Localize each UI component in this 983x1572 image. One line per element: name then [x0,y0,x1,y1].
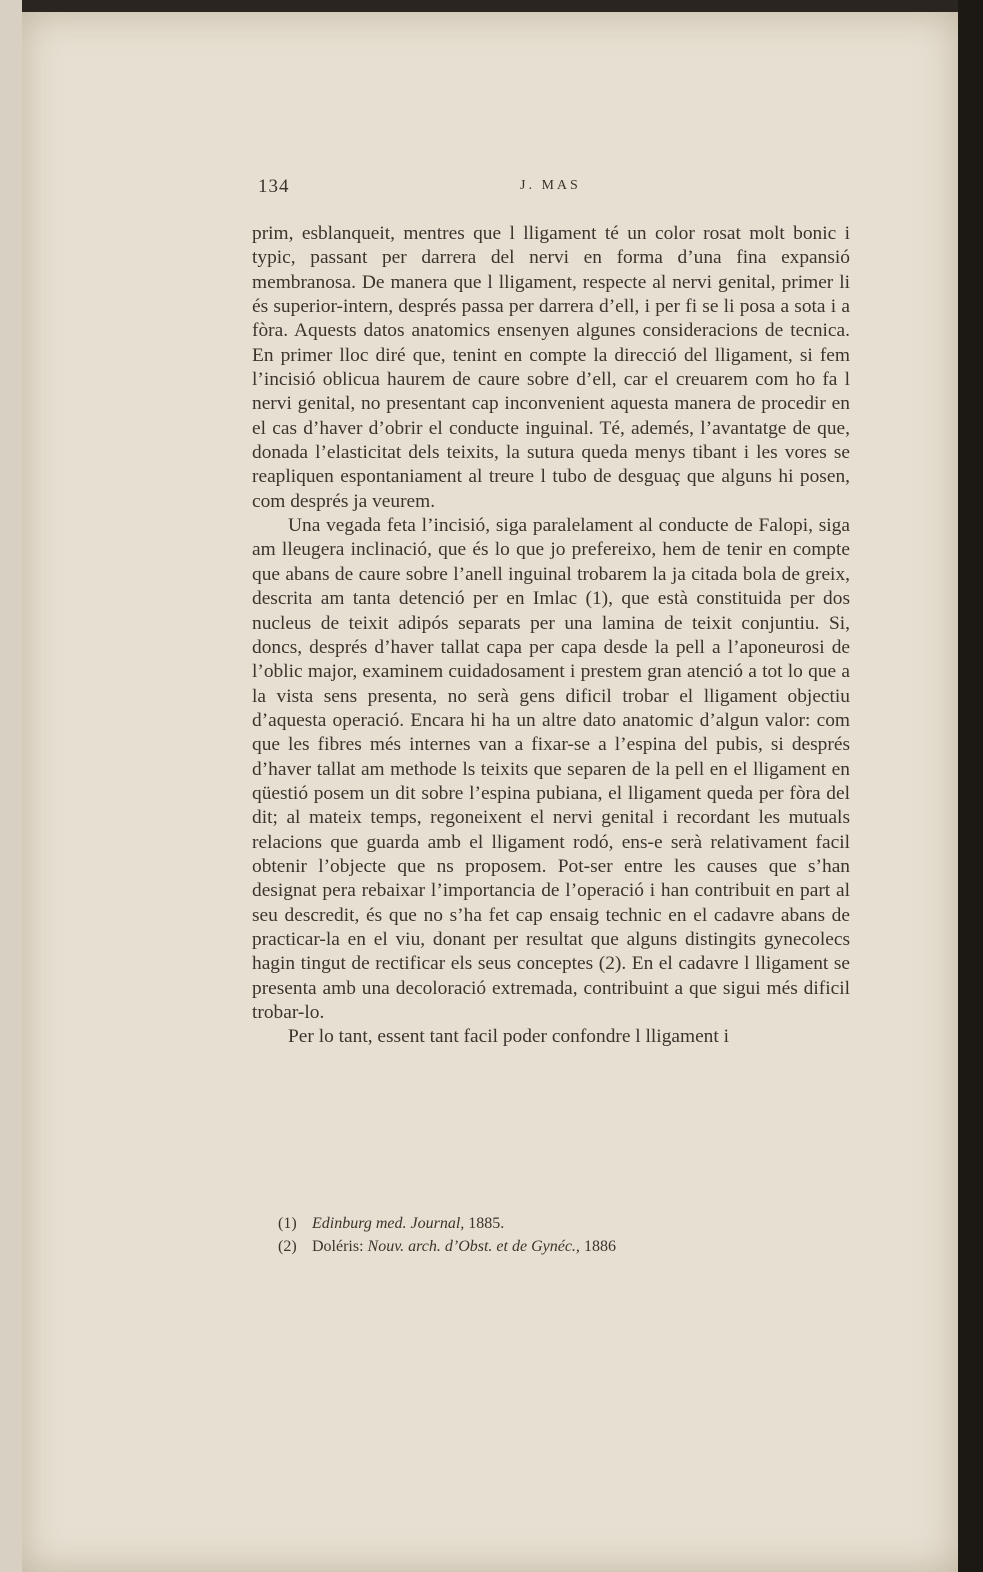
footnote-marker: (2) [278,1238,297,1255]
page-number: 134 [258,176,290,197]
scan-left-edge [0,0,22,1572]
footnote-author: Doléris: [312,1238,364,1255]
footnote-source: Edinburg med. Journal, [312,1215,465,1232]
body-text [252,222,850,1050]
footnote-marker: (1) [278,1215,297,1232]
paragraph: Una vegada feta l’incisió, siga paralelament al conducte de Falopi, siga am lleugera inclinació, que és lo que jo prefereixo, hem de tenir en compte que abans de caure sobre l’anell inguinal trobarem la ja citada bola de greix, descrita am tanta detenció per en Imlac (1), que està constituida per dos nucleus de teixit adipós separats per una lamina de teixit conjuntiu. Si, doncs, després d’haver tallat capa per capa desde la pell a l’aponeurosi de l’oblic major, examinem cuidadosament i prestem gran atenció a tot lo que a la vista sens presenta, no serà gens dificil trobar el lligament objectiu d’aquesta operació. Encara hi ha un altre dato anatomic d’algun valor: com que les fibres més internes van a fixar-se a l’espina del pubis, si després d’haver tallat am methode ls teixits que separen de la pell en el lligament en qüestió posem un dit sobre l’espina pubiana, el lligament queda per fòra del dit; al mateix temps, regoneixent el nervi genital i recordant les mutuals relacions que guarda amb el lligament rodó, ens-e serà relativament facil obtenir l’objecte que ns proposem. Pot-ser entre les causes que s’han designat pera rebaixar l’importancia de l’operació i han contribuit en part al seu descredit, és que no s’ha fet cap ensaig technic en el cadavre abans de practicar-la en el viu, donant per resultat que alguns distingits gynecolecs hagin tingut de rectificar els seus conceptes (2). En el cadavre l lligament se presenta amb una decoloració extremada, contribuint a que sigui més dificil trobar-lo. [252,515,850,1023]
page-header [258,176,858,206]
footnote-source: Nouv. arch. d’Obst. et de Gynéc., [367,1238,580,1255]
footnote-year: 1886 [583,1238,616,1255]
scan-right-edge [958,0,983,1572]
footnotes [278,1212,838,1258]
paragraph: prim, esblanqueit, mentres que l lligament té un color rosat molt bonic i typic, passant per darrera del nervi en forma d’una fina expansió membranosa. De manera que l lligament, respecte al nervi genital, primer li és superior-intern, després passa per darrera d’ell, i per fi se li posa a sota i a fòra. Aquests datos anatomics ensenyen algunes consideracions de tecnica. En primer lloc diré que, tenint en compte la direcció del lligament, si fem l’incisió oblicua haurem de caure sobre d’ell, car el creuarem com ho fa l nervi genital, no presentant cap inconvenient aquesta manera de procedir en el cas d’haver d’obrir el conducte inguinal. Té, ademés, l’avantatge de que, donada l’elasticitat dels teixits, la sutura queda menys tibant i les vores se reapliquen espontaniament al treure l tubo de desguaç que alguns hi posen, com després ja veurem. [252,223,850,512]
footnote-2 [278,1235,838,1258]
paragraph: Per lo tant, essent tant facil poder confondre l lligament i [288,1026,730,1048]
running-head: J. MAS [520,178,581,193]
footnote-year: 1885. [468,1215,505,1232]
footnote-1 [278,1212,838,1235]
